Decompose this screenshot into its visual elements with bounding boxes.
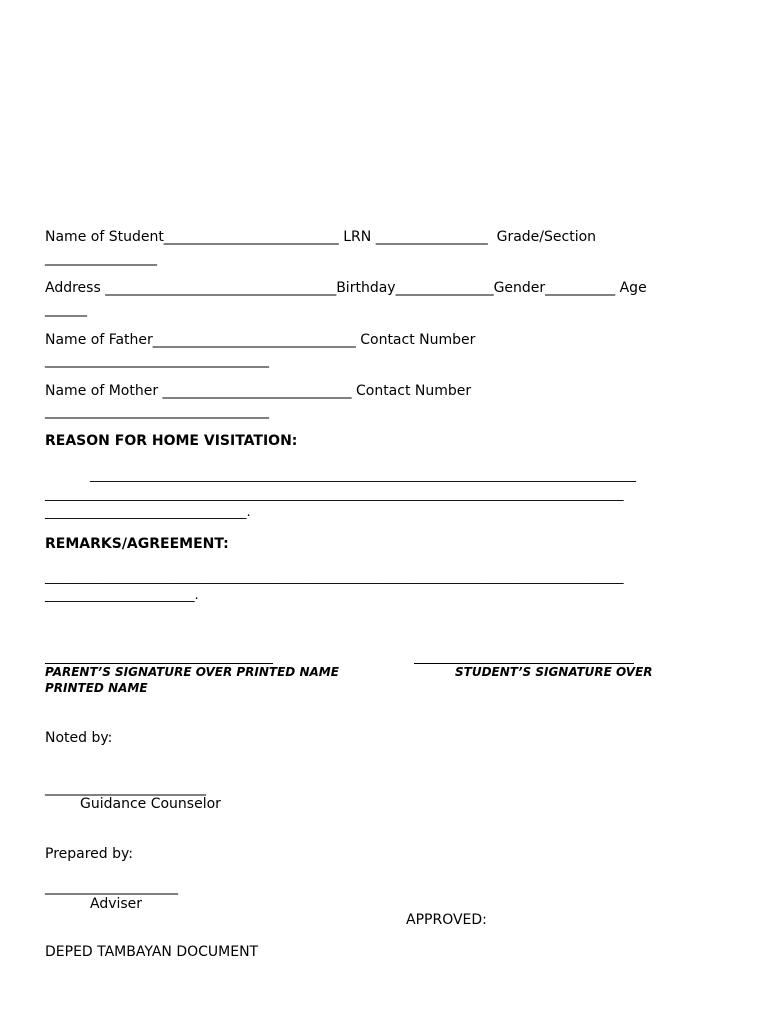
father-name-row[interactable]: Name of Father_____________________________ Contact Number [45,332,476,348]
mother-name-row[interactable]: Name of Mother ___________________________ Contact Number [45,383,472,399]
noted-by-label: Noted by: [45,730,113,746]
reason-line-3[interactable]: _______________________________. [45,505,251,520]
reason-line-1[interactable]: ____________________________________________________________________________________ [90,468,636,483]
address-row[interactable]: Address _________________________________Birthday______________Gender__________ Age [45,280,647,296]
reason-line-2[interactable]: _________________________________________________________________________________________ [45,487,624,502]
adviser-title: Adviser [90,896,143,912]
document-footer: DEPED TAMBAYAN DOCUMENT [45,944,259,960]
grade-section-blank[interactable]: ________________ [45,250,157,266]
reason-heading: REASON FOR HOME VISITATION: [45,433,298,449]
approved-label: APPROVED: [406,912,487,928]
adviser-signature-line[interactable]: ___________________ [45,879,178,895]
parent-signature-caption: PARENT’S SIGNATURE OVER PRINTED NAME [45,665,339,679]
mother-contact-blank[interactable]: ________________________________ [45,403,269,419]
student-signature-caption: STUDENT’S SIGNATURE OVER [455,665,653,679]
parent-signature-line[interactable] [45,663,273,664]
prepared-by-label: Prepared by: [45,846,133,862]
printed-name-caption: PRINTED NAME [45,681,148,695]
remarks-line-1[interactable]: _________________________________________________________________________________________ [45,570,624,585]
age-blank[interactable]: ______ [45,301,87,317]
remarks-heading: REMARKS/AGREEMENT: [45,536,229,552]
counselor-signature-line[interactable]: _______________________ [45,780,206,796]
student-name-row[interactable]: Name of Student_________________________ LRN ________________ Grade/Section [45,229,597,245]
father-contact-blank[interactable]: ________________________________ [45,352,269,368]
remarks-line-2[interactable]: _______________________. [45,588,199,603]
guidance-counselor-title: Guidance Counselor [80,796,221,812]
student-signature-line[interactable] [414,663,634,664]
